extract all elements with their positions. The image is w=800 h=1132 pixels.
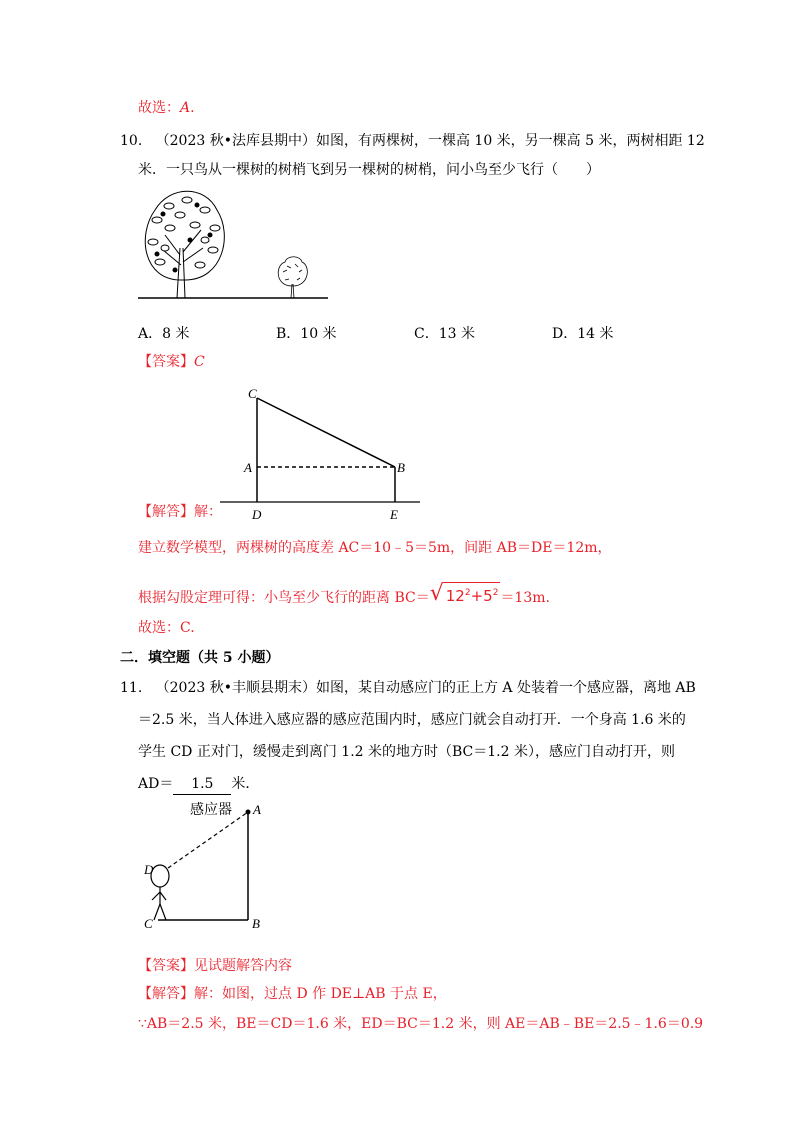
q11-stem-prefix: AD＝ [138, 776, 174, 792]
q10-option-c[interactable] [414, 324, 475, 344]
q10-answer-line [138, 352, 205, 372]
q10-answer-tag: 【答案】 [138, 354, 194, 370]
q11-stem-line4 [138, 774, 259, 795]
q11-solution-line2: ∵AB＝2.5 米，BE＝CD＝1.6 米，ED＝BC＝1.2 米，则 AE＝AB﹣BE＝2.5﹣1.6＝0.9 [138, 1016, 704, 1032]
option-b-text: 10 米 [300, 326, 337, 342]
option-d-text: 14 米 [577, 326, 614, 342]
step2-prefix: 根据勾股定理可得：小鸟至少飞行的距离 BC＝ [138, 590, 430, 606]
sqrt-expression [430, 582, 501, 606]
q10-solution-diagram [220, 382, 425, 524]
label-a: A [244, 460, 252, 475]
label-c: C [144, 916, 153, 931]
student-figure-icon [151, 865, 169, 920]
q10-conclusion: 故选：C. [138, 620, 195, 636]
q10-solution-tag: 【解答】 [138, 504, 194, 520]
q11-answer-line [138, 956, 292, 976]
q11-answer-tag: 【答案】 [138, 958, 194, 974]
q9-conclusion-suffix: . [190, 100, 195, 116]
label-e: E [390, 507, 398, 522]
option-c-letter: C． [414, 326, 439, 342]
q10-number: 10. [120, 133, 143, 149]
q10-stem-line1 [120, 131, 705, 151]
q10-option-a[interactable] [138, 324, 189, 344]
sqrt-sign-icon: √ [429, 581, 444, 606]
label-b: B [397, 460, 405, 475]
option-d-letter: D． [552, 326, 578, 342]
label-sensor: 感应器 [190, 802, 232, 818]
option-b-letter: B． [276, 326, 301, 342]
small-tree-icon [278, 257, 307, 298]
q10-answer-value: C [194, 354, 205, 370]
label-b: B [252, 916, 260, 931]
q11-stem-line3: 学生 CD 正对门，缓慢走到离门 1.2 米的地方时（BC＝1.2 米），感应门自动打开，则 [138, 744, 675, 760]
label-d: D [144, 862, 154, 877]
radicand-a: 12 [445, 587, 465, 605]
q11-solution-tag: 【解答】 [138, 986, 194, 1002]
q9-conclusion-prefix: 故选： [138, 100, 180, 116]
option-a-letter: A． [138, 326, 163, 342]
q10-solution-tag-line [138, 502, 222, 522]
step2-suffix: ＝13m. [500, 590, 550, 606]
q11-solution-text1: 解：如图，过点 D 作 DE⊥AB 于点 E， [194, 986, 447, 1002]
q10-trees-figure [135, 180, 335, 305]
q11-solution-line1 [138, 984, 447, 1004]
q10-solution-start: 解： [194, 504, 222, 520]
q11-answer-value: 见试题解答内容 [194, 958, 292, 974]
exponent-b: 2 [492, 588, 499, 598]
big-tree-icon [145, 191, 224, 298]
option-a-text: 8 米 [162, 326, 190, 342]
q9-conclusion [138, 98, 195, 118]
q11-stem-suffix: 米． [231, 776, 260, 792]
section-2-heading: 二．填空题（共 5 小题） [120, 650, 280, 666]
q11-number: 11. [120, 680, 143, 696]
option-c-text: 13 米 [438, 326, 475, 342]
answer-blank[interactable]: 1.5 [173, 774, 231, 795]
q11-stem-line2: ＝2.5 米，当人体进入感应器的感应范围内时，感应门就会自动打开．一个身高 1.6 米的 [138, 712, 686, 728]
q10-stem-text1: （2023 秋•法库县期中）如图，有两棵树，一棵高 10 米，另一棵高 5 米，两树相距 12 [155, 133, 705, 149]
q10-stem-line2: 米．一只鸟从一棵树的树梢飞到另一棵树的树梢，问小鸟至少飞行（ ） [138, 162, 600, 178]
q11-stem-text1: （2023 秋•丰顺县期末）如图，某自动感应门的正上方 A 处装着一个感应器，离地 AB [155, 680, 696, 696]
label-a: A [253, 802, 261, 817]
q10-option-d[interactable] [552, 324, 614, 344]
sqrt-radicand: $12^2+5^2$ [444, 582, 501, 606]
q10-solution-step1: 建立数学模型，两棵树的高度差 AC＝10﹣5＝5m，间距 AB＝DE＝12m， [138, 540, 612, 556]
segment-da [168, 812, 248, 868]
q10-option-b[interactable] [276, 324, 337, 344]
q10-solution-step2 [138, 582, 550, 608]
label-d: D [252, 507, 262, 522]
q11-stem-line1 [120, 678, 696, 698]
label-c: C [248, 386, 257, 401]
segment-cb [257, 398, 395, 467]
q11-diagram [138, 796, 278, 931]
radicand-b: 5 [483, 587, 493, 605]
exponent-a: 2 [464, 588, 471, 598]
q9-answer: A [180, 100, 191, 116]
